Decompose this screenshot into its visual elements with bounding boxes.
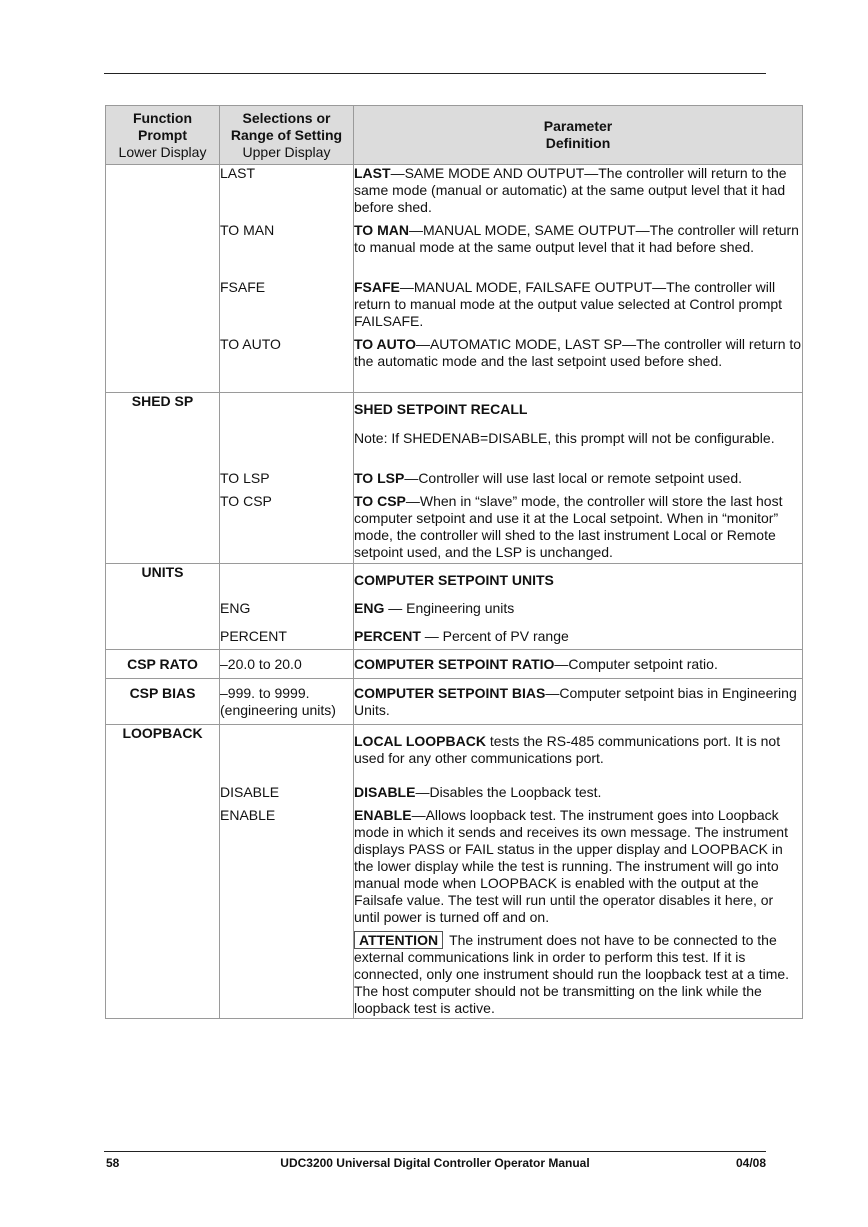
definition-term: LAST — [354, 165, 391, 181]
definition-entry — [354, 685, 802, 719]
definition-term: ENABLE — [354, 807, 412, 823]
definition-term: COMPUTER SETPOINT RATIO — [354, 656, 555, 672]
selection-value — [220, 572, 353, 600]
definition-term: TO MAN — [354, 222, 409, 238]
definition-text: —Disables the Loopback test. — [415, 784, 602, 800]
header-text: Parameter — [543, 118, 613, 134]
table-header-row — [106, 106, 803, 165]
selection-value: FSAFE — [220, 279, 266, 295]
attention-label: ATTENTION — [354, 931, 443, 949]
header-text: Lower Display — [118, 143, 207, 160]
definition-entry — [354, 336, 802, 370]
header-function-prompt — [106, 106, 220, 165]
definition-term: PERCENT — [354, 628, 421, 644]
selection-cell — [220, 564, 354, 650]
table-row — [106, 725, 803, 1019]
prompt-cell: SHED SP — [106, 393, 220, 564]
definition-entry — [354, 807, 802, 926]
header-text: Selections or — [242, 109, 331, 126]
definition-term: ENG — [354, 600, 385, 616]
footer-title: UDC3200 Universal Digital Controller Operator Manual — [280, 1156, 590, 1170]
header-text: Function — [132, 109, 193, 126]
definition-term: LOCAL LOOPBACK — [354, 733, 486, 749]
page-number: 58 — [106, 1156, 120, 1170]
footer-date: 04/08 — [735, 1156, 766, 1170]
definition-entry — [354, 470, 802, 493]
header-selections — [220, 106, 354, 165]
selection-value: LAST — [220, 165, 256, 181]
selection-value: ENABLE — [220, 807, 276, 823]
selection-cell — [220, 650, 354, 679]
prompt-cell: UNITS — [106, 564, 220, 650]
definition-entry — [354, 656, 802, 673]
selection-value: TO LSP — [220, 470, 270, 486]
header-text: Range of Setting — [230, 126, 343, 143]
definition-cell — [354, 679, 803, 725]
definition-term: COMPUTER SETPOINT BIAS — [354, 685, 546, 701]
selection-value: TO CSP — [220, 493, 272, 509]
definition-cell — [354, 393, 803, 564]
selection-value: ENG — [220, 600, 251, 616]
definition-text: —MANUAL MODE, SAME OUTPUT—The controller will return to manual mode at the same output level that it had before shed. — [354, 222, 799, 255]
header-text: Upper Display — [242, 143, 331, 160]
attention-text: The instrument does not have to be connected to the external communications link in order to perform this test. If it is connected, only one instrument should run the loopback test at a time. The host computer should not be transmitting on the link while the loopback test is active. — [354, 932, 790, 1016]
definition-text: tests the RS-485 communications port. It is not used for any other communications port. — [354, 733, 781, 766]
attention-note — [354, 931, 802, 1017]
selection-value: TO MAN — [220, 222, 275, 238]
definition-entry — [354, 600, 802, 628]
selection-value: –20.0 to 20.0 — [220, 656, 302, 672]
prompt-cell: CSP RATO — [106, 650, 220, 679]
selection-cell — [220, 679, 354, 725]
definition-entry — [354, 165, 802, 222]
header-rule — [104, 73, 766, 74]
definition-entry — [354, 733, 802, 784]
table-row — [106, 650, 803, 679]
definition-text: —Computer setpoint ratio. — [554, 656, 718, 672]
footer-rule — [104, 1151, 766, 1152]
selection-value: PERCENT — [220, 628, 287, 644]
selection-value: DISABLE — [220, 784, 280, 800]
selection-value — [220, 733, 353, 784]
definition-text: — Engineering units — [384, 600, 515, 616]
definition-term: COMPUTER SETPOINT UNITS — [354, 572, 554, 588]
selection-value — [220, 401, 353, 430]
selection-cell — [220, 393, 354, 564]
header-text: Prompt — [138, 126, 187, 143]
definition-text: —Controller will use last local or remote setpoint used. — [404, 470, 743, 486]
table-row — [106, 393, 803, 564]
definition-cell — [354, 650, 803, 679]
header-text: Definition — [545, 135, 611, 151]
selection-cell — [220, 725, 354, 1019]
table-row — [106, 679, 803, 725]
definition-text: — Percent of PV range — [420, 628, 569, 644]
definition-term: TO CSP — [354, 493, 406, 509]
definition-text: —Allows loopback test. The instrument goes into Loopback mode in which it sends and receives its own message. The instrument displays PASS or FAIL status in the upper display and LOOPBACK in the lower display while the test is running. The instrument will go into manual mode when LOOPBACK is enabled with the output at the Failsafe value. The test will run until the operator disables it here, or until power is turned off and on. — [354, 807, 788, 925]
selection-cell — [220, 165, 354, 393]
definition-entry — [354, 279, 802, 336]
definition-cell — [354, 564, 803, 650]
definition-term: FSAFE — [354, 279, 400, 295]
definition-text: Note: If SHEDENAB=DISABLE, this prompt will not be configurable. — [354, 430, 775, 446]
definition-text: —Computer setpoint bias in Engineering Units. — [354, 685, 797, 718]
definition-term: DISABLE — [354, 784, 416, 800]
selection-value: –999. to 9999. (engineering units) — [220, 685, 336, 718]
header-parameter-definition — [354, 106, 803, 165]
prompt-cell — [106, 165, 220, 393]
prompt-cell: LOOPBACK — [106, 725, 220, 1019]
definition-text: —SAME MODE AND OUTPUT—The controller will return to the same mode (manual or automatic) at the same output level that it had before shed. — [354, 165, 787, 215]
definition-text: —When in “slave” mode, the controller will store the last host computer setpoint and use it at the Local setpoint. When in “monitor” mode, the controller will shed to the last instrument Local or Remote setpoint used, and the LSP is unchanged. — [354, 493, 783, 560]
prompt-cell: CSP BIAS — [106, 679, 220, 725]
definition-term: SHED SETPOINT RECALL — [354, 401, 528, 417]
definition-entry — [354, 572, 802, 600]
definition-text: —AUTOMATIC MODE, LAST SP—The controller will return to the automatic mode and the last setpoint used before shed. — [354, 336, 802, 369]
definition-term: TO AUTO — [354, 336, 416, 352]
definition-entry — [354, 430, 802, 470]
selection-value: TO AUTO — [220, 336, 281, 352]
definition-entry — [354, 222, 802, 279]
definition-entry — [354, 628, 802, 645]
selection-value — [220, 430, 353, 470]
parameter-table — [105, 105, 803, 1019]
definition-term: TO LSP — [354, 470, 405, 486]
definition-text: —MANUAL MODE, FAILSAFE OUTPUT—The controller will return to manual mode at the output value selected at Control prompt FAILSAFE. — [354, 279, 783, 329]
definition-entry — [354, 493, 802, 561]
definition-entry — [354, 401, 802, 430]
definition-cell — [354, 165, 803, 393]
table-row — [106, 165, 803, 393]
definition-cell — [354, 725, 803, 1019]
table-row — [106, 564, 803, 650]
definition-entry — [354, 784, 802, 807]
